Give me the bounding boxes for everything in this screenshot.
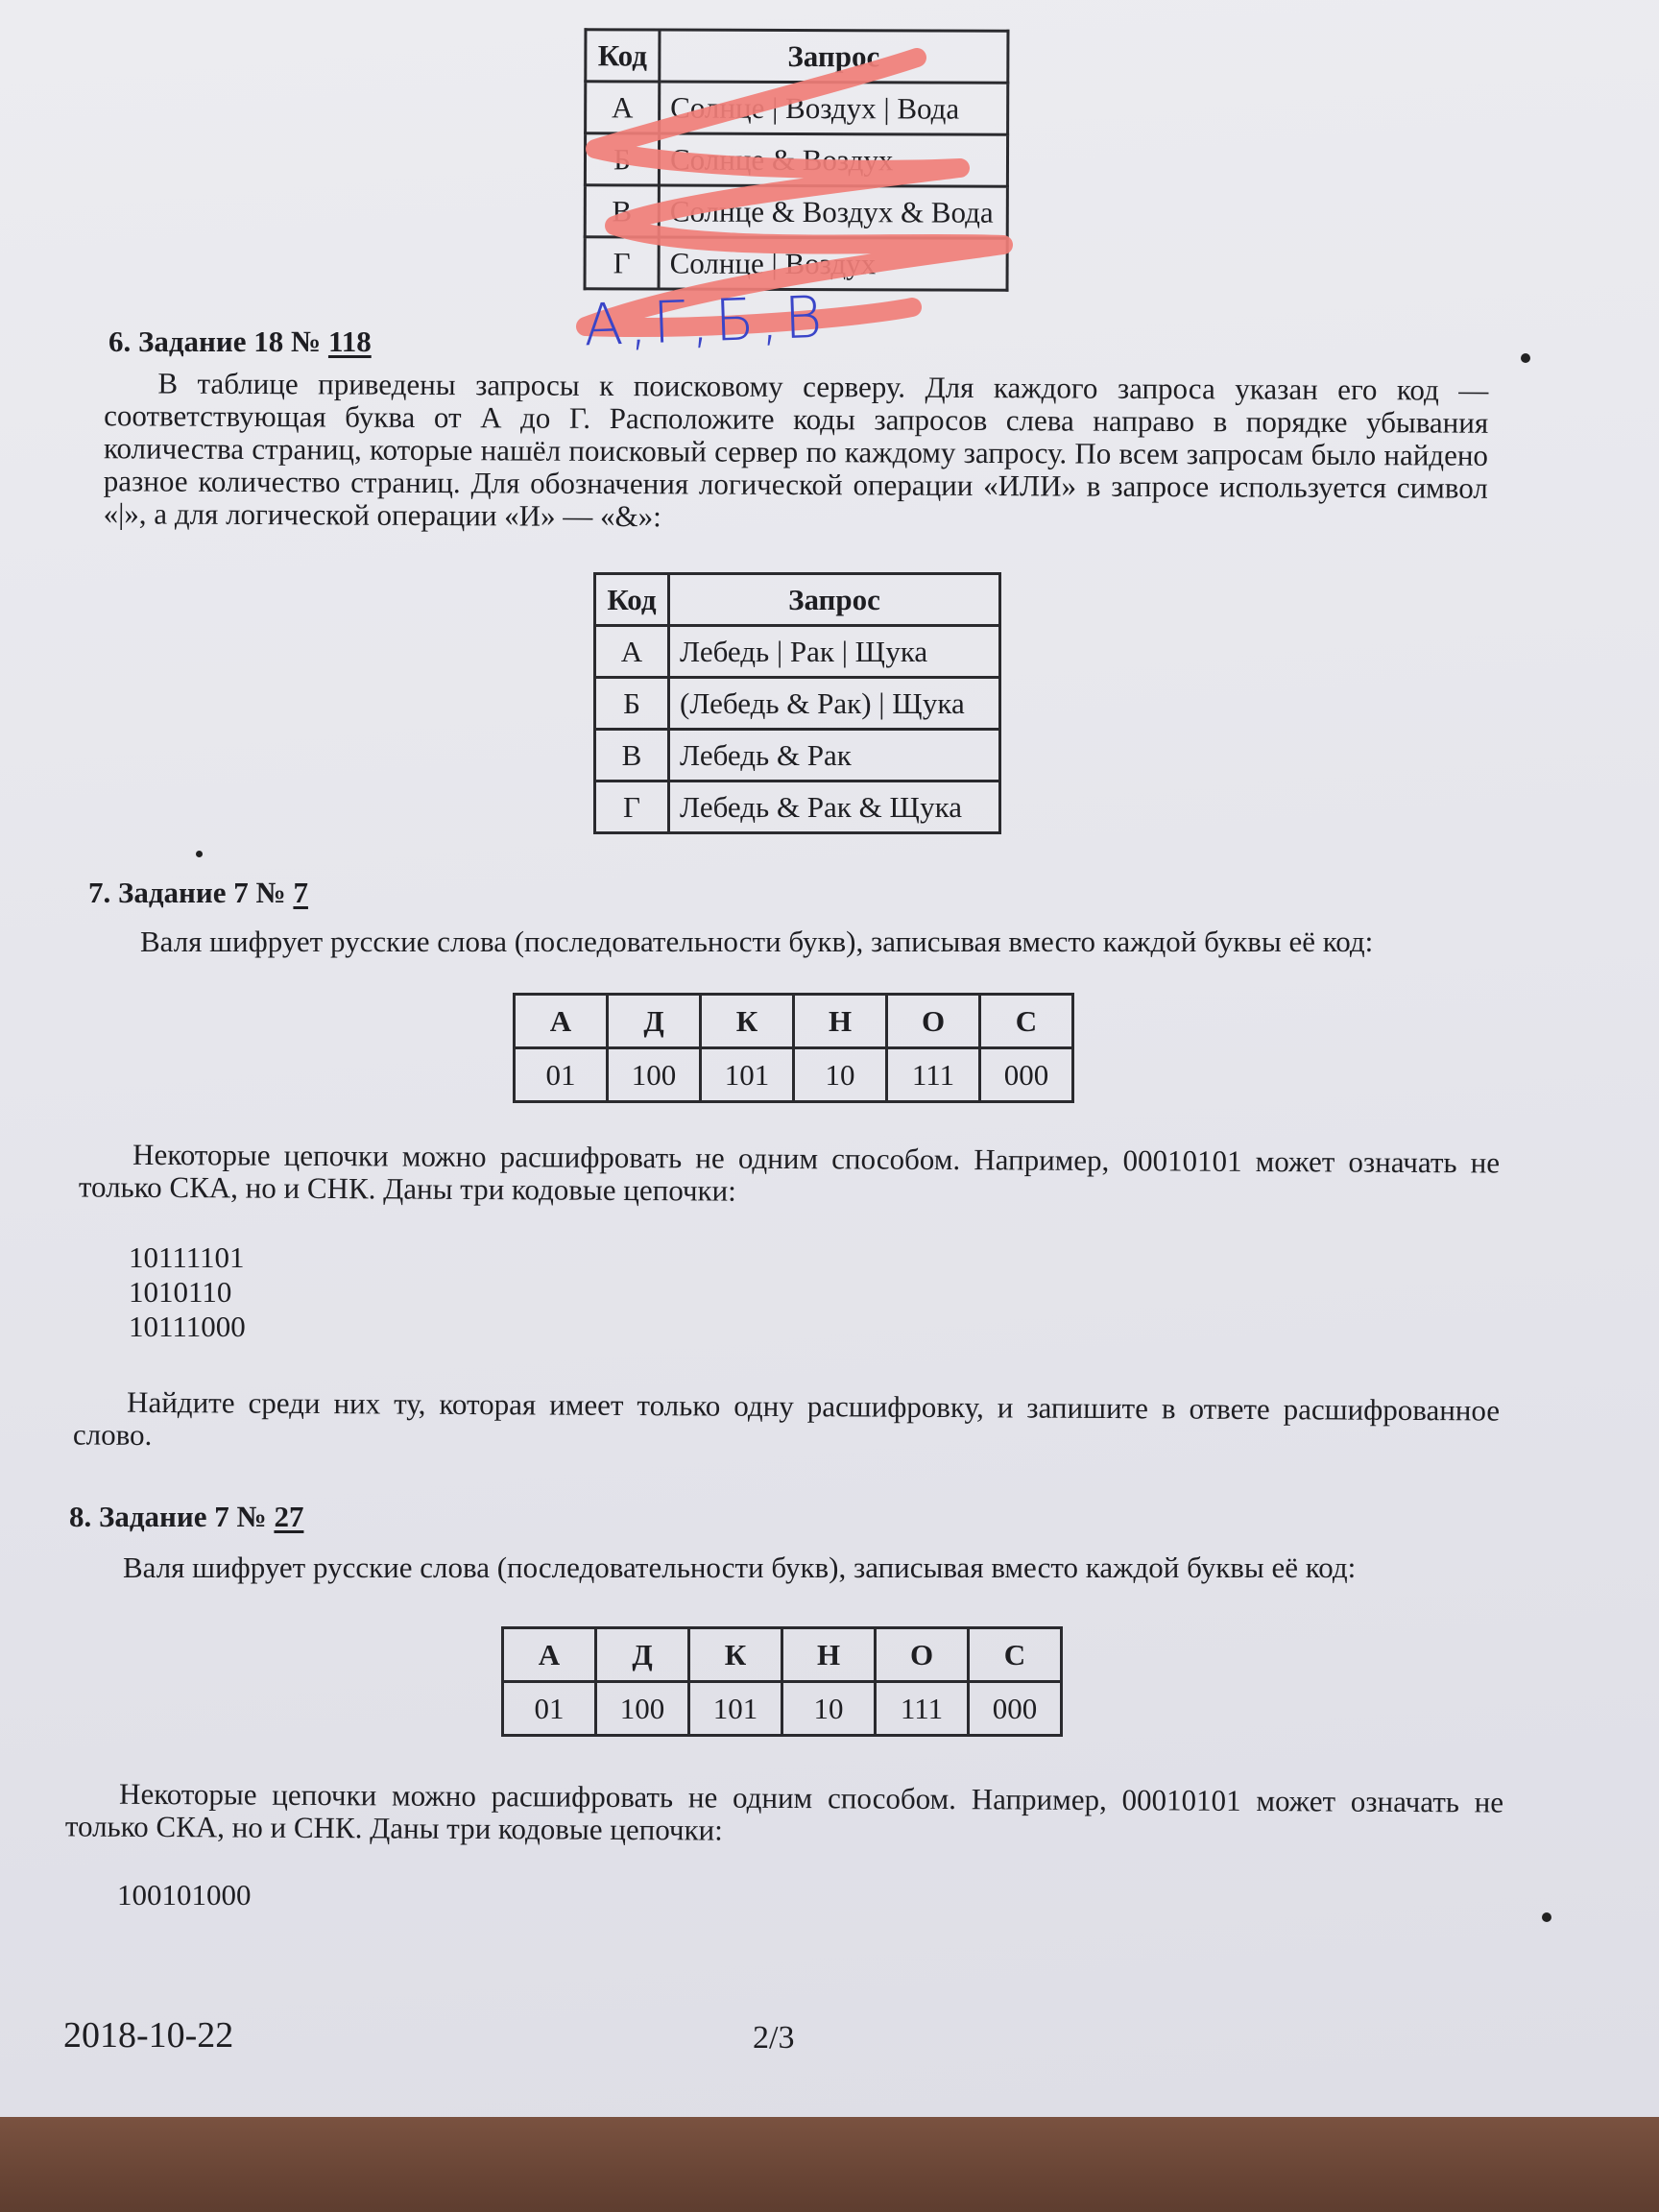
table-header-code: Код	[586, 30, 660, 82]
table-row: В Солнце & Воздух & Вода	[585, 185, 1007, 239]
letter-cell: А	[503, 1628, 596, 1682]
paper-dot	[1521, 353, 1530, 363]
code-cell: 111	[887, 1048, 980, 1102]
task7-intro: Валя шифрует русские слова (последовательности букв), записывая вместо каждой буквы её код:	[140, 925, 1374, 958]
letter-cell: Н	[794, 995, 887, 1048]
task8-code-table	[501, 1626, 1063, 1737]
task8-chains	[117, 1878, 252, 1912]
table-row: А Лебедь | Рак | Щука	[595, 626, 1000, 678]
task6-number-link: 118	[327, 325, 372, 358]
task7-code-table	[513, 993, 1074, 1103]
task8-heading: 8. Задание 7 № 27	[69, 1500, 304, 1533]
letter-cell: О	[876, 1628, 969, 1682]
task8-number-link: 27	[274, 1500, 304, 1533]
letter-cell: К	[701, 995, 794, 1048]
code-chain: 1010110	[129, 1275, 232, 1309]
task7-note: Некоторые цепочки можно расшифровать не одним способом. Например, 00010101 может означать не только СКА, но и СНК. Даны три кодовые цепочки:	[78, 1137, 1501, 1208]
table-header-query: Запрос	[660, 30, 1008, 83]
table-row: Г Лебедь & Рак & Щука	[595, 781, 1000, 833]
table-row: В Лебедь & Рак	[595, 730, 1000, 781]
task6-query-table	[593, 572, 1001, 834]
code-cell: 01	[503, 1682, 596, 1736]
letter-cell: К	[689, 1628, 782, 1682]
letter-cell: С	[980, 995, 1073, 1048]
task7-chains	[129, 1240, 246, 1344]
desk-surface	[0, 2117, 1659, 2212]
code-cell: 111	[876, 1682, 969, 1736]
code-cell: 100	[596, 1682, 689, 1736]
code-cell: 000	[969, 1682, 1062, 1736]
table-header-code: Код	[595, 574, 669, 626]
code-cell: 01	[515, 1048, 608, 1102]
task6-heading: 6. Задание 18 № 118	[108, 325, 372, 358]
task8-intro: Валя шифрует русские слова (последовательности букв), записывая вместо каждой буквы её код:	[123, 1551, 1357, 1584]
table-row: А Солнце | Воздух | Вода	[586, 82, 1008, 135]
letter-cell: А	[515, 995, 608, 1048]
letter-cell: С	[969, 1628, 1062, 1682]
code-cell: 100	[608, 1048, 701, 1102]
code-cell: 10	[794, 1048, 887, 1102]
task7-number-link: 7	[293, 876, 308, 909]
code-cell: 000	[980, 1048, 1073, 1102]
paper-dot	[196, 851, 203, 857]
paper-dot	[1542, 1912, 1551, 1922]
table-row: Б (Лебедь & Рак) | Щука	[595, 678, 1000, 730]
task6-text: В таблице приведены запросы к поисковому серверу. Для каждого запроса указан его код — соответствующая буква от А до Г. Расположите коды запросов слева направо в порядке убывания количества страниц, которые нашёл поисковый сервер по каждому запросу. По всем запросам было найдено разное количество страниц. Для обозначения логической операции «ИЛИ» в запросе используется символ «|», а для логической операции «И» — «&»:	[103, 366, 1489, 534]
letter-cell: Д	[608, 995, 701, 1048]
task7-heading: 7. Задание 7 № 7	[88, 876, 308, 909]
table-header-query: Запрос	[669, 574, 1000, 626]
code-cell: 101	[689, 1682, 782, 1736]
table-row: Б Солнце & Воздух	[585, 133, 1007, 187]
letter-cell: Д	[596, 1628, 689, 1682]
footer-date: 2018-10-22	[63, 2015, 234, 2056]
code-chain: 10111000	[129, 1310, 246, 1343]
footer-page-number: 2/3	[753, 2020, 795, 2056]
code-cell: 10	[782, 1682, 876, 1736]
letter-cell: Н	[782, 1628, 876, 1682]
task8-note: Некоторые цепочки можно расшифровать не одним способом. Например, 00010101 может означать не только СКА, но и СНК. Даны три кодовые цепочки:	[64, 1776, 1504, 1847]
task7-question: Найдите среди них ту, которая имеет только одну расшифровку, и запишите в ответе расшифрованное слово.	[72, 1384, 1501, 1452]
code-chain: 10111101	[129, 1240, 245, 1274]
code-cell: 101	[701, 1048, 794, 1102]
code-chain: 100101000	[117, 1878, 252, 1911]
handwritten-answer: А,Г,Б,В	[582, 283, 830, 360]
table-row: Г Солнце | Воздух	[585, 237, 1007, 291]
letter-cell: О	[887, 995, 980, 1048]
